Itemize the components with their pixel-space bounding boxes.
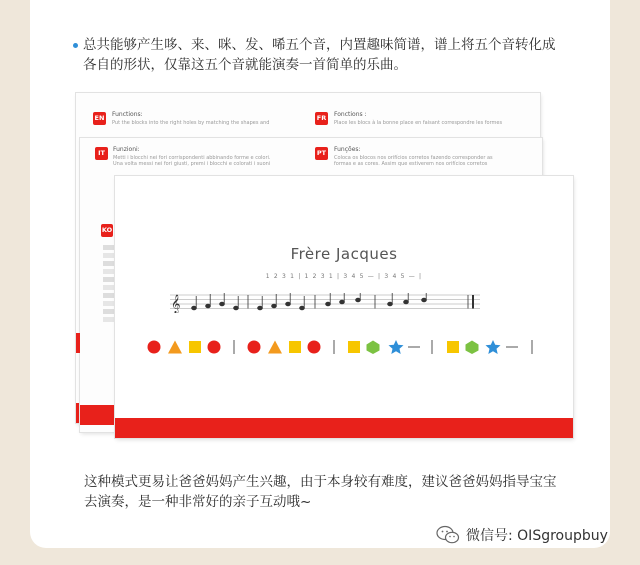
lang-title-en: Functions: [112, 111, 143, 118]
star-icon [486, 340, 501, 354]
lang-badge-en: EN [93, 112, 106, 125]
lang-title-pt: Funções: [334, 146, 361, 153]
square-icon [447, 341, 459, 353]
hexagon-icon [466, 341, 479, 355]
lang-badge-fr: FR [315, 112, 328, 125]
song-title: Frère Jacques [290, 245, 398, 263]
lang-desc-it-1: Metti i blocchi nei fori corrispondenti abbinando forme e colori. [113, 155, 271, 161]
lang-desc-it-2: Una volta messi nei fori giusti, premi i blocchi e colorati i suoni [113, 161, 271, 167]
intro-text: 总共能够产生哆、来、咪、发、唏五个音，内置趣味简谱，谱上将五个音转化成各自的形状，仅靠这五个音就能演奏一首简单的乐曲。 [83, 37, 556, 73]
wechat-id-text: 微信号: OISgroupbuy [466, 528, 608, 544]
numbered-notation: 1 2 3 1 | 1 2 3 1 | 3 4 5 — | 3 4 5 — | [265, 273, 423, 280]
korean-text-column [103, 242, 115, 325]
square-icon [348, 341, 360, 353]
lang-badge-it: IT [95, 147, 108, 160]
triangle-icon [268, 341, 282, 354]
bottom-paragraph: 这种模式更易让爸爸妈妈产生兴趣，由于本身较有难度，建议爸爸妈妈指导宝宝去演奏，是一种非常好的亲子互动哦~ [84, 474, 557, 510]
wechat-watermark [436, 523, 608, 547]
square-icon [289, 341, 301, 353]
lang-title-fr: Fonctions : [334, 111, 367, 118]
lang-desc-pt-1: Coloca os blocos nos orifícios corretos fazendo corresponder as [334, 155, 493, 161]
lang-desc-fr: Place les blocs à la bonne place en faisant correspondre les formes [334, 120, 503, 126]
page-front-red-bar [115, 418, 573, 438]
intro-paragraph [70, 35, 560, 75]
shape-notation [146, 338, 546, 356]
hexagon-icon [367, 341, 380, 355]
bullet-dot-icon [73, 43, 78, 48]
page-middle-red-edge [80, 405, 115, 425]
circle-icon [308, 341, 321, 354]
page-middle-red-tab [76, 333, 80, 353]
lang-badge-ko: KO [101, 224, 113, 237]
circle-icon [248, 341, 261, 354]
lang-badge-pt: PT [315, 147, 328, 160]
circle-icon [208, 341, 221, 354]
star-icon [389, 340, 404, 354]
lang-desc-pt-2: formas e as cores. Assim que estiverem nos orifícios corretos [334, 161, 488, 167]
lang-title-it: Funzioni: [113, 146, 140, 153]
square-icon [189, 341, 201, 353]
wechat-logo-icon [436, 525, 460, 545]
lang-desc-en: Put the blocks into the right holes by matching the shapes and [112, 120, 270, 126]
triangle-icon [168, 341, 182, 354]
svg-text:𝄞: 𝄞 [171, 294, 181, 313]
music-staff [170, 293, 480, 313]
circle-icon [148, 341, 161, 354]
